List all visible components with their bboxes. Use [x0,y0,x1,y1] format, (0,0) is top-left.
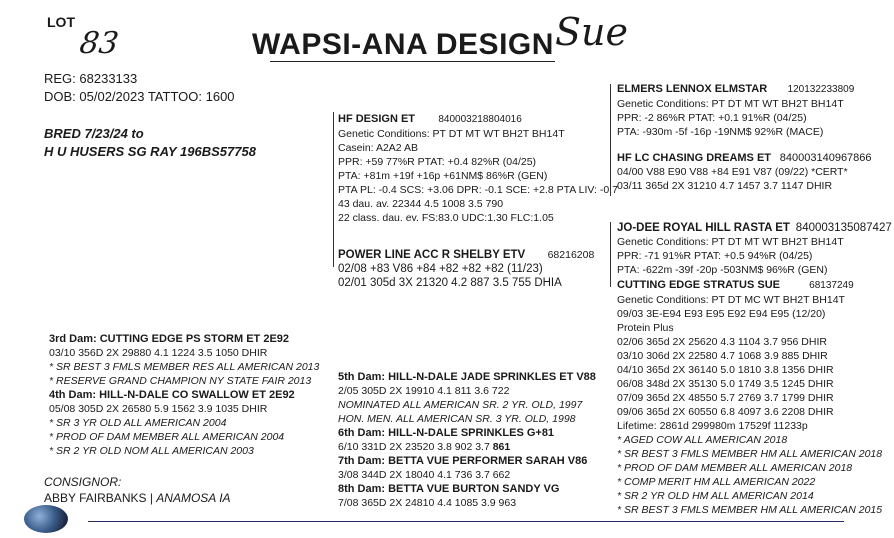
sire-sire-reg-number: 120132233809 [787,84,855,95]
bred-to-sire: H U HUSERS SG RAY 196BS57758 [44,144,256,159]
sire-reg-number: 840003218804016 [438,114,522,125]
sire-dam-name: HF LC CHASING DREAMS ET [617,152,771,164]
dam-dam-line: Protein Plus [617,322,674,334]
third-dam-title: 3rd Dam: CUTTING EDGE PS STORM ET 2E92 [49,333,290,345]
sire-sire-line: PTA: -930m -5f -16p -19NM$ 92%R (MACE) [617,126,824,138]
consignor-label: CONSIGNOR: [44,475,122,489]
dam-sire-name: JO-DEE ROYAL HILL RASTA ET [617,222,790,234]
dam-dam-name: CUTTING EDGE STRATUS SUE [617,279,780,291]
third-dam-honor: * RESERVE GRAND CHAMPION NY STATE FAIR 2013 [49,375,312,387]
sire-sire-line: Genetic Conditions: PT DT MT WT BH2T BH14T [617,98,844,110]
dam-sire-block [617,221,892,277]
fifth-dam-block [338,370,596,510]
lot-number: 83 [77,26,121,61]
consignor-name: ABBY FAIRBANKS [44,491,147,505]
sire-line: 43 dau. av. 22344 4.5 1008 3.5 790 [338,198,504,210]
sire-name: HF DESIGN ET [338,113,416,125]
dam-line: 02/08 +83 V86 +84 +82 +82 +82 (11/23) [338,263,543,275]
sixth-dam-line [338,440,596,454]
sire-line: Casein: A2A2 AB [338,142,418,154]
dam-name: POWER LINE ACC R SHELBY ETV [338,249,526,261]
third-dam-block [49,332,319,458]
bred-date: BRED 7/23/24 to [44,126,144,141]
eighth-dam-title: 8th Dam: BETTA VUE BURTON SANDY VG [338,483,560,495]
dam-dam-honor: * SR BEST 3 FMLS MEMBER HM ALL AMERICAN 2018 [617,448,883,460]
dam-dam-honor: * SR BEST 3 FMLS MEMBER HM ALL AMERICAN 2015 [617,504,883,516]
dam-sire-divider [610,222,611,287]
sixth-dam-title: 6th Dam: HILL-N-DALE SPRINKLES G+81 [338,427,555,439]
dam-dam-honor: * PROD OF DAM MEMBER ALL AMERICAN 2018 [617,462,853,474]
bred-info [44,125,256,161]
consignor-info [44,491,231,505]
fifth-dam-line: 2/05 305D 2X 19910 4.1 811 3.6 722 [338,385,510,397]
fourth-dam-honor: * SR 2 YR OLD NOM ALL AMERICAN 2003 [49,445,254,457]
fifth-dam-honor: HON. MEN. ALL AMERICAN SR. 3 YR. OLD, 1998 [338,413,576,425]
sire-sire-block [617,82,854,139]
dam-dam-line: 03/10 306d 2X 22580 4.7 1068 3.9 885 DHIR [617,350,828,362]
third-dam-honor: * SR BEST 3 FMLS MEMBER RES ALL AMERICAN 2013 [49,361,320,373]
sire-sire-line: PPR: -2 86%R PTAT: +0.1 91%R (04/25) [617,112,807,124]
fifth-dam-title: 5th Dam: HILL-N-DALE JADE SPRINKLES ET V88 [338,371,596,383]
fourth-dam-honor: * SR 3 YR OLD ALL AMERICAN 2004 [49,417,227,429]
dam-dam-honor: * AGED COW ALL AMERICAN 2018 [617,434,788,446]
registration-info [44,70,235,106]
consignor-location: ANAMOSA IA [156,491,231,505]
dam-line: 02/01 305d 3X 21320 4.2 887 3.5 755 DHIA [338,277,562,289]
page-title: WAPSI-ANA DESIGN [252,28,554,61]
sire-line: PTA PL: -0.4 SCS: +3.06 DPR: -0.1 SCE: +2.8 PTA LIV: -0.7 [338,184,618,196]
lot-label: LOT [47,14,75,30]
dam-dam-honor: * COMP MERIT HM ALL AMERICAN 2022 [617,476,816,488]
globe-logo-icon [24,505,68,533]
sire-divider [333,112,334,267]
sire-line: PTA: +81m +19f +16p +61NM$ 86%R (GEN) [338,170,548,182]
fourth-dam-line: 05/08 305D 2X 26580 5.9 1562 3.9 1035 DHIR [49,403,268,415]
sixth-dam-record: 6/10 331D 2X 23520 3.8 902 3.7 [338,441,493,453]
footer-rule [88,521,844,522]
eighth-dam-line: 7/08 365D 2X 24810 4.4 1085 3.9 963 [338,497,517,509]
dam-sire-line: Genetic Conditions: PT DT MT WT BH2T BH14T [617,236,844,248]
sire-line: PPR: +59 77%R PTAT: +0.4 82%R (04/25) [338,156,537,168]
sixth-dam-record-bold: 861 [492,441,511,453]
title-underline [270,61,555,62]
sire-dam-block [617,151,872,193]
sire-sire-divider [610,84,611,196]
dam-dam-line: 04/10 365d 2X 36140 5.0 1810 3.8 1356 DHIR [617,364,834,376]
sire-block [338,112,618,225]
dam-reg-number: 68216208 [547,249,595,261]
seventh-dam-title: 7th Dam: BETTA VUE PERFORMER SARAH V86 [338,455,588,467]
sire-dam-line: 04/00 V88 E90 V88 +84 E91 V87 (09/22) *CERT* [617,166,848,178]
fourth-dam-title: 4th Dam: HILL-N-DALE CO SWALLOW ET 2E92 [49,389,295,401]
sire-dam-reg-number: 840003140967866 [779,152,872,164]
sire-dam-line: 03/11 365d 2X 31210 4.7 1457 3.7 1147 DHIR [617,180,833,192]
dam-sire-line: PTA: -622m -39f -20p -503NM$ 96%R (GEN) [617,264,828,276]
sire-line: Genetic Conditions: PT DT MT WT BH2T BH14T [338,128,565,140]
fourth-dam-honor: * PROD OF DAM MEMBER ALL AMERICAN 2004 [49,431,285,443]
dam-dam-line: 07/09 365d 2X 48550 5.7 2769 3.7 1799 DHIR [617,392,834,404]
sire-line: 22 class. dau. ev. FS:83.0 UDC:1.30 FLC:1.05 [338,212,554,224]
dam-dam-line: 02/06 365d 2X 25620 4.3 1104 3.7 956 DHIR [617,336,827,348]
dam-dam-line: 09/06 365d 2X 60550 6.8 4097 3.6 2208 DHIR [617,406,834,418]
dam-dam-line: 09/03 3E-E94 E93 E95 E92 E94 E95 (12/20) [617,308,826,320]
sire-sire-name: ELMERS LENNOX ELMSTAR [617,83,768,95]
dob-tattoo: DOB: 05/02/2023 TATTOO: 1600 [44,89,235,104]
seventh-dam-line: 3/08 344D 2X 18040 4.1 736 3.7 662 [338,469,511,481]
fifth-dam-honor: NOMINATED ALL AMERICAN SR. 2 YR. OLD, 1997 [338,399,583,411]
dam-sire-reg-number: 840003135087427 [795,222,892,234]
dam-dam-honor: * SR 2 YR OLD HM ALL AMERICAN 2014 [617,490,814,502]
title-script-name: Sue [555,10,628,54]
reg-number: REG: 68233133 [44,71,138,86]
dam-dam-block [617,278,882,517]
third-dam-line: 03/10 356D 2X 29880 4.1 1224 3.5 1050 DHIR [49,347,268,359]
dam-dam-line: 06/08 348d 2X 35130 5.0 1749 3.5 1245 DHIR [617,378,834,390]
dam-block [338,248,594,290]
dam-sire-line: PPR: -71 91%R PTAT: +0.5 94%R (04/25) [617,250,813,262]
dam-dam-reg-number: 68137249 [809,280,854,291]
dam-dam-line: Genetic Conditions: PT DT MC WT BH2T BH14T [617,294,845,306]
consignor-separator: | [146,491,157,505]
dam-dam-line: Lifetime: 2861d 299980m 17529f 11233p [617,420,808,432]
